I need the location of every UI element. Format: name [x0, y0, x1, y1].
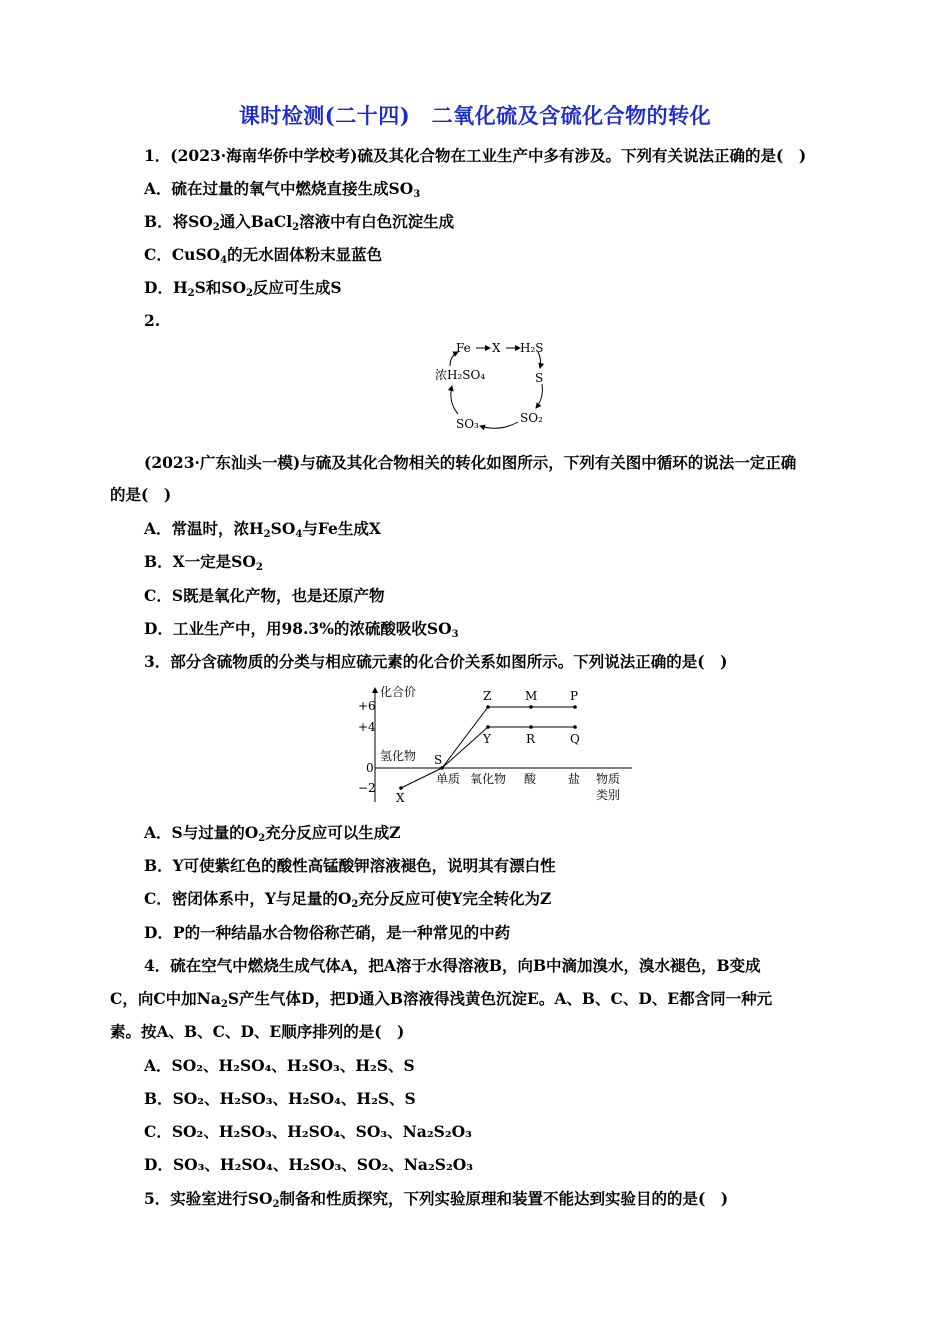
label-so2: SO₂ — [520, 411, 543, 425]
q3-option-c: C．密闭体系中，Y与足量的$O_2$充分反应可使Y完全转化为Z — [144, 889, 552, 910]
label-m: M — [525, 689, 538, 703]
label-so3: SO₃ — [456, 417, 479, 431]
point-q — [573, 725, 577, 729]
q2-option-b: B．X一定是$SO_2$ — [144, 552, 263, 573]
q2-stem-line2: 的是( ) — [110, 485, 172, 504]
q2-option-a: A．常温时，浓$H_2SO_4$与Fe生成X — [144, 519, 381, 540]
q4-option-c: C．SO₂、H₂SO₃、H₂SO₄、SO₃、Na₂S₂O₃ — [144, 1122, 472, 1141]
label-h2s: H₂S — [520, 341, 544, 355]
y-tick-4: +4 — [358, 720, 376, 734]
q2-option-d: D．工业生产中，用98.3%的浓硫酸吸收$SO_3$ — [144, 619, 459, 640]
label-x: X — [396, 791, 405, 805]
q4-option-a: A．SO₂、H₂SO₄、H₂SO₃、H₂S、S — [144, 1056, 415, 1075]
q2-option-c: C．S既是氧化产物，也是还原产物 — [144, 586, 385, 605]
q3-option-a: A．S与过量的$O_2$充分反应可以生成Z — [144, 823, 401, 844]
label-s: S — [434, 753, 443, 767]
label-z: Z — [483, 689, 492, 703]
q4-option-b: B．SO₂、H₂SO₃、H₂SO₄、H₂S、S — [144, 1089, 416, 1108]
q4-option-d: D．SO₃、H₂SO₄、H₂SO₃、SO₂、Na₂S₂O₃ — [144, 1155, 474, 1174]
label-s: S — [535, 371, 544, 385]
arc-so3-h2so4 — [451, 386, 458, 414]
q1-option-d: D．$H_2S$和$SO_2$反应可生成S — [144, 278, 342, 299]
connector-s-y — [442, 727, 488, 768]
q2-stem-line1: (2023·广东汕头一模)与硫及其化合物相关的转化如图所示，下列有关图中循环的说法一定正确 — [144, 453, 797, 472]
q4-stem-line2: C，向C中加$Na_2S$产生气体D，把D通入B溶液得浅黄色沉淀E。A、B、C、D、E都含同一种元 — [110, 989, 773, 1010]
q3-stem: 3．部分含硫物质的分类与相应硫元素的化合价关系如图所示。下列说法正确的是( ) — [144, 652, 728, 671]
q1-option-b: B．将$SO_2$通入BaCl$_2$溶液中有白色沉淀生成 — [144, 212, 455, 233]
q1-option-a: A．硫在过量的氧气中燃烧直接生成$SO_3$ — [144, 179, 421, 200]
category-salt: 盐 — [568, 772, 581, 786]
hydride-label: 氢化物 — [380, 749, 417, 763]
q3-option-b: B．Y可使紫红色的酸性高锰酸钾溶液褪色，说明其有漂白性 — [144, 856, 556, 875]
q4-stem-line3: 素。按A、B、C、D、E顺序排列的是( ) — [110, 1022, 405, 1041]
x-axis-label-line1: 物质 — [596, 772, 621, 786]
point-z — [486, 705, 490, 709]
x-axis-label-line2: 类别 — [596, 788, 621, 802]
category-acid: 酸 — [524, 772, 537, 786]
label-y: Y — [483, 732, 491, 746]
category-elemental: 单质 — [436, 772, 461, 786]
label-fe: Fe — [456, 341, 471, 355]
label-p: P — [570, 689, 579, 703]
category-oxide: 氧化物 — [470, 772, 507, 786]
valence-chart — [340, 680, 640, 810]
y-axis-label: 化合价 — [380, 685, 417, 699]
label-h2so4: 浓H₂SO₄ — [435, 368, 486, 382]
sulfur-cycle-diagram — [420, 332, 560, 442]
connector-s-z — [442, 707, 488, 768]
q2-number: 2. — [144, 311, 161, 330]
point-m — [529, 705, 533, 709]
point-x — [399, 786, 403, 790]
arc-s-so2 — [536, 384, 542, 408]
y-tick-0: 0 — [366, 761, 374, 775]
q5-stem: 5．实验室进行$SO_2$制备和性质探究，下列实验原理和装置不能达到实验目的的是( ) — [144, 1189, 729, 1210]
point-p — [573, 705, 577, 709]
page-title: 课时检测(二十四) 二氧化硫及含硫化合物的转化 — [238, 103, 712, 128]
y-tick-6: +6 — [358, 699, 376, 713]
q1-stem: 1．(2023·海南华侨中学校考)硫及其化合物在工业生产中多有涉及。下列有关说法正确的是( ) — [144, 146, 807, 165]
q4-stem-line1: 4．硫在空气中燃烧生成气体A，把A溶于水得溶液B，向B中滴加溴水，溴水褪色，B变成 — [144, 956, 761, 975]
label-q: Q — [570, 732, 580, 746]
point-r — [529, 725, 533, 729]
arc-so2-so3 — [480, 422, 518, 428]
q3-option-d: D．P的一种结晶水合物俗称芒硝，是一种常见的中药 — [144, 923, 511, 942]
label-x: X — [492, 341, 501, 355]
label-r: R — [526, 732, 536, 746]
y-tick-neg2: −2 — [358, 781, 376, 795]
point-y — [486, 725, 490, 729]
q1-option-c: C．CuSO$_4$的无水固体粉末显蓝色 — [144, 245, 383, 266]
